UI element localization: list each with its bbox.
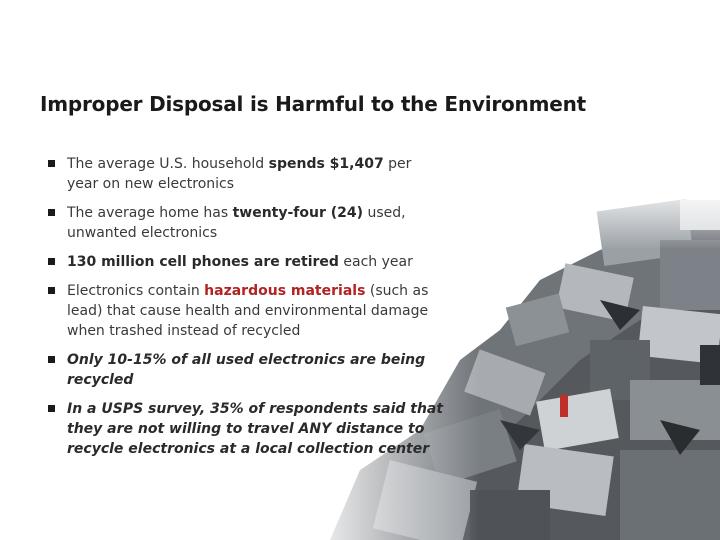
square-bullet-icon <box>48 356 55 363</box>
bullet-emphasis: twenty-four (24) <box>232 205 364 221</box>
square-bullet-icon <box>48 405 55 412</box>
bullet-item <box>46 252 446 272</box>
bullet-text: The average U.S. household <box>67 156 269 172</box>
bullet-text: used, unwanted electronics <box>67 205 406 241</box>
bullet-emphasis: spends $1,407 <box>268 156 384 172</box>
bullet-text: Electronics contain <box>67 283 205 299</box>
bullet-italic-text: In a USPS survey, 35% of respondents said that they are not willing to travel ANY distance to recycle electronics at a local collection center <box>67 401 444 457</box>
square-bullet-icon <box>48 209 55 216</box>
square-bullet-icon <box>48 160 55 167</box>
square-bullet-icon <box>48 287 55 294</box>
bullet-text: per year on new electronics <box>67 156 412 192</box>
bullet-item <box>46 203 446 243</box>
bullet-text: each year <box>338 254 413 270</box>
bullet-emphasis: 130 million cell phones are retired <box>67 254 339 270</box>
slide-title: Improper Disposal is Harmful to the Environment <box>40 92 586 116</box>
bullet-italic-text: Only 10-15% of all used electronics are being recycled <box>67 352 426 388</box>
bullet-list <box>46 154 446 459</box>
square-bullet-icon <box>48 258 55 265</box>
hazard-highlight: hazardous materials <box>204 283 366 299</box>
bullet-item <box>46 399 446 459</box>
bullet-item <box>46 154 446 194</box>
bullet-item <box>46 350 446 390</box>
bullet-text: (such as lead) that cause health and environmental damage when trashed instead of recycled <box>67 283 429 339</box>
bullet-item <box>46 281 446 341</box>
bullet-text: The average home has <box>67 205 233 221</box>
